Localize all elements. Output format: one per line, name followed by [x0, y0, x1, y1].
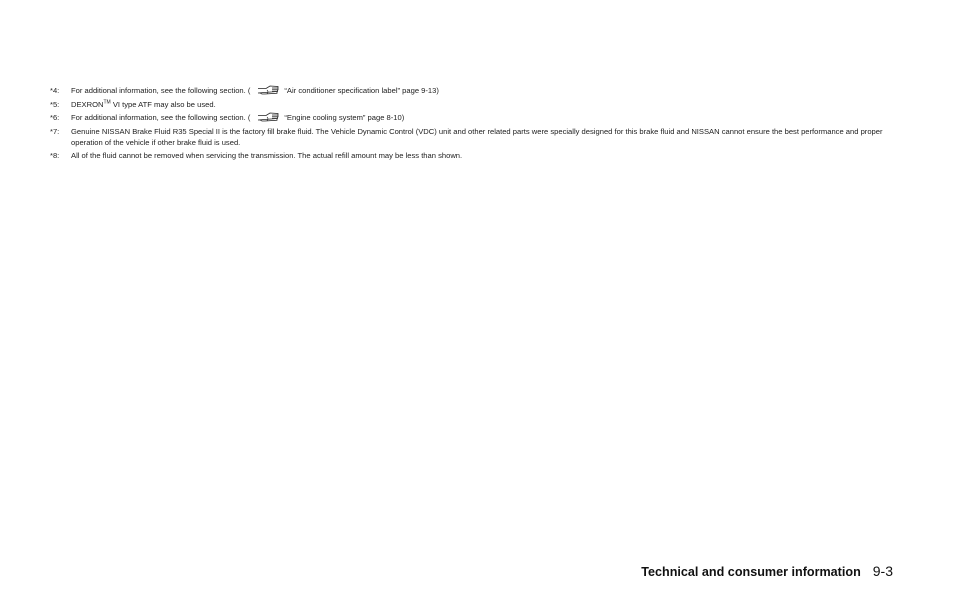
page-footer [641, 563, 893, 579]
footnote-text-before: For additional information, see the following section. ( [71, 113, 251, 123]
footnote-text-before: For additional information, see the following section. ( [71, 86, 251, 95]
pointing-hand-icon [257, 85, 279, 95]
footnote-6 [50, 112, 896, 123]
footnote-marker: *7: [50, 126, 60, 136]
footnote-text [71, 112, 896, 123]
footnote-text-after: “Engine cooling system” page 8-10) [284, 113, 405, 123]
page-number: 9-3 [872, 563, 893, 579]
section-title: Technical and consumer information [641, 565, 861, 579]
footnote-text [71, 85, 896, 96]
footnote-text-after: “Air conditioner specification label” page 9-13) [284, 86, 439, 95]
footnote-marker: *4: [50, 86, 60, 95]
footnote-text [71, 99, 896, 110]
footnote-5 [50, 99, 896, 110]
footnote-4 [50, 85, 896, 96]
trademark-superscript: TM [103, 99, 111, 106]
footnote-text: All of the fluid cannot be removed when servicing the transmission. The actual refill amount may be less than shown. [71, 151, 463, 161]
footnote-marker: *8: [50, 151, 60, 161]
footnote-7 [50, 126, 896, 148]
footnote-text-before: DEXRON [71, 99, 104, 109]
footnote-8 [50, 150, 896, 161]
footnotes [50, 85, 896, 164]
footnote-text: Genuine NISSAN Brake Fluid R35 Special II is the factory fill brake fluid. The Vehicle Dynamic Control (VDC) unit and other related parts were specially designed for this brake fluid and NISSAN cannot ensure the best performance and proper operation of the vehicle if other brake fluid is used. [71, 126, 883, 147]
pointing-hand-icon [257, 112, 279, 122]
footnote-text-after: VI type ATF may also be used. [110, 99, 216, 109]
footnote-marker: *5: [50, 99, 60, 109]
footnote-marker: *6: [50, 113, 60, 123]
